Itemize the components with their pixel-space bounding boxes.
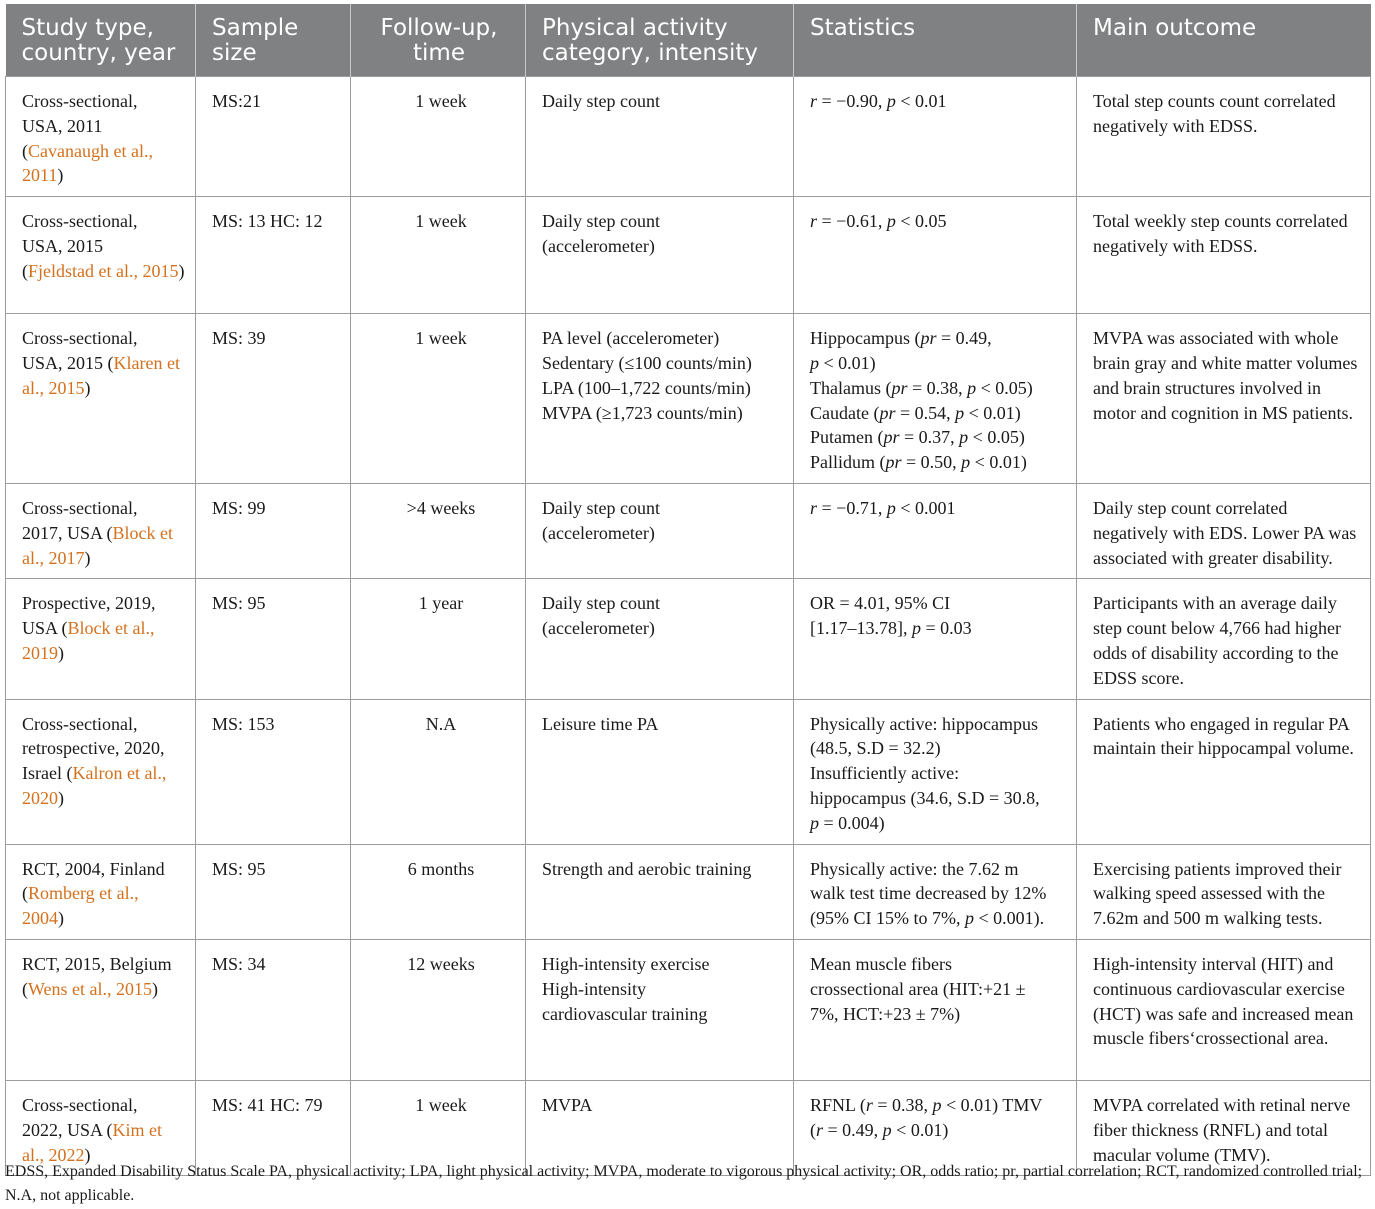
cell-physical-activity: Leisure time PA <box>526 699 794 844</box>
cell-physical-activity: High-intensity exercise High-intensity cardiovascular training <box>526 939 794 1080</box>
cell-follow-up: 6 months <box>351 844 526 939</box>
cell-follow-up: 1 week <box>351 197 526 314</box>
table-row <box>6 77 1371 197</box>
cell-study-type: RCT, 2015, Belgium (Wens et al., 2015) <box>6 939 196 1080</box>
cell-sample-size: MS: 39 <box>196 314 351 484</box>
cell-statistics: r = −0.61, p < 0.05 <box>794 197 1077 314</box>
cell-follow-up: >4 weeks <box>351 483 526 578</box>
cell-follow-up: 12 weeks <box>351 939 526 1080</box>
cell-main-outcome: Daily step count correlated negatively with EDS. Lower PA was associated with greater disability. <box>1077 483 1371 578</box>
cell-physical-activity: Strength and aerobic training <box>526 844 794 939</box>
table-footnote: EDSS, Expanded Disability Status Scale PA, physical activity; LPA, light physical activity; MVPA, moderate to vigorous physical activity; OR, odds ratio; pr, partial correlation; RCT, randomized controlled trial; N.A, not applicable. <box>5 1163 1363 1204</box>
cell-study-type: Cross-sectional, retrospective, 2020, Israel (Kalron et al., 2020) <box>6 699 196 844</box>
cell-study-type: Cross-sectional, 2022, USA (Kim et al., 2022) <box>6 1080 196 1175</box>
cell-statistics: OR = 4.01, 95% CI [1.17–13.78], p = 0.03 <box>794 579 1077 699</box>
cell-sample-size: MS: 95 <box>196 579 351 699</box>
citation-link[interactable]: Block et al., 2019 <box>22 618 155 663</box>
table-row <box>6 579 1371 699</box>
cell-physical-activity: MVPA <box>526 1080 794 1175</box>
study-table <box>5 4 1371 1176</box>
header-follow-up: Follow-up, time <box>351 4 526 77</box>
table-row <box>6 939 1371 1080</box>
cell-physical-activity: Daily step count (accelerometer) <box>526 197 794 314</box>
header-row <box>6 4 1371 77</box>
cell-physical-activity: Daily step count <box>526 77 794 197</box>
citation-link[interactable]: Klaren et al., 2015 <box>22 352 180 398</box>
cell-main-outcome: Total step counts count correlated negatively with EDSS. <box>1077 77 1371 197</box>
cell-sample-size: MS: 95 <box>196 844 351 939</box>
citation-link[interactable]: Kalron et al., 2020 <box>22 763 167 808</box>
citation-link[interactable]: Block et al., 2017 <box>22 522 174 568</box>
header-physical-activity: Physical activity category, intensity <box>526 4 794 77</box>
cell-physical-activity: Daily step count (accelerometer) <box>526 579 794 699</box>
cell-follow-up: 1 week <box>351 77 526 197</box>
cell-statistics: Hippocampus (pr = 0.49, p < 0.01) Thalamus (pr = 0.38, p < 0.05) Caudate (pr = 0.54, p < 0.01) Putamen (pr = 0.37, p < 0.05) Pallidum (pr = 0.50, p < 0.01) <box>794 314 1077 484</box>
cell-sample-size: MS: 13 HC: 12 <box>196 197 351 314</box>
cell-study-type: Cross-sectional, USA, 2011 (Cavanaugh et al., 2011) <box>6 77 196 197</box>
cell-study-type: Cross-sectional, USA, 2015 (Klaren et al., 2015) <box>6 314 196 484</box>
citation-link[interactable]: Wens et al., 2015 <box>28 978 153 999</box>
table-row <box>6 483 1371 578</box>
header-main-outcome: Main outcome <box>1077 4 1371 77</box>
cell-main-outcome: Exercising patients improved their walking speed assessed with the 7.62m and 500 m walking tests. <box>1077 844 1371 939</box>
cell-statistics: Physically active: the 7.62 m walk test time decreased by 12% (95% CI 15% to 7%, p < 0.001). <box>794 844 1077 939</box>
cell-follow-up: N.A <box>351 699 526 844</box>
table-row <box>6 197 1371 314</box>
study-table-container <box>5 4 1370 1176</box>
cell-study-type: Prospective, 2019, USA (Block et al., 2019) <box>6 579 196 699</box>
cell-follow-up: 1 week <box>351 1080 526 1175</box>
cell-statistics: RFNL (r = 0.38, p < 0.01) TMV (r = 0.49, p < 0.01) <box>794 1080 1077 1175</box>
cell-follow-up: 1 year <box>351 579 526 699</box>
cell-main-outcome: Participants with an average daily step count below 4,766 had higher odds of disability according to the EDSS score. <box>1077 579 1371 699</box>
cell-statistics: r = −0.90, p < 0.01 <box>794 77 1077 197</box>
citation-link[interactable]: Fjeldstad et al., 2015 <box>28 260 179 281</box>
citation-link[interactable]: Romberg et al., 2004 <box>22 883 139 929</box>
cell-study-type: Cross-sectional, 2017, USA (Block et al., 2017) <box>6 483 196 578</box>
table-row <box>6 699 1371 844</box>
cell-sample-size: MS: 153 <box>196 699 351 844</box>
header-sample-size: Sample size <box>196 4 351 77</box>
cell-sample-size: MS:21 <box>196 77 351 197</box>
citation-link[interactable]: Kim et al., 2022 <box>22 1119 163 1165</box>
cell-main-outcome: High-intensity interval (HIT) and continuous cardiovascular exercise (HCT) was safe and increased mean muscle fibers‘crossectional area. <box>1077 939 1371 1080</box>
table-row <box>6 844 1371 939</box>
cell-study-type: RCT, 2004, Finland (Romberg et al., 2004) <box>6 844 196 939</box>
cell-sample-size: MS: 34 <box>196 939 351 1080</box>
cell-sample-size: MS: 99 <box>196 483 351 578</box>
cell-physical-activity: PA level (accelerometer) Sedentary (≤100 counts/min) LPA (100–1,722 counts/min) MVPA (≥1,723 counts/min) <box>526 314 794 484</box>
citation-link[interactable]: Cavanaugh et al., 2011 <box>22 140 153 186</box>
cell-follow-up: 1 week <box>351 314 526 484</box>
cell-study-type: Cross-sectional, USA, 2015 (Fjeldstad et al., 2015) <box>6 197 196 314</box>
cell-statistics: Physically active: hippocampus (48.5, S.D = 32.2) Insufficiently active: hippocampus (34.6, S.D = 30.8, p = 0.004) <box>794 699 1077 844</box>
cell-physical-activity: Daily step count (accelerometer) <box>526 483 794 578</box>
cell-main-outcome: Patients who engaged in regular PA maintain their hippocampal volume. <box>1077 699 1371 844</box>
cell-main-outcome: Total weekly step counts correlated negatively with EDSS. <box>1077 197 1371 314</box>
cell-sample-size: MS: 41 HC: 79 <box>196 1080 351 1175</box>
header-statistics: Statistics <box>794 4 1077 77</box>
cell-main-outcome: MVPA was associated with whole brain gray and white matter volumes and brain structures involved in motor and cognition in MS patients. <box>1077 314 1371 484</box>
cell-statistics: Mean muscle fibers crossectional area (HIT:+21 ± 7%, HCT:+23 ± 7%) <box>794 939 1077 1080</box>
table-row <box>6 314 1371 484</box>
header-study-type: Study type, country, year <box>6 4 196 77</box>
cell-statistics: r = −0.71, p < 0.001 <box>794 483 1077 578</box>
cell-main-outcome: MVPA correlated with retinal nerve fiber thickness (RNFL) and total macular volume (TMV). <box>1077 1080 1371 1175</box>
